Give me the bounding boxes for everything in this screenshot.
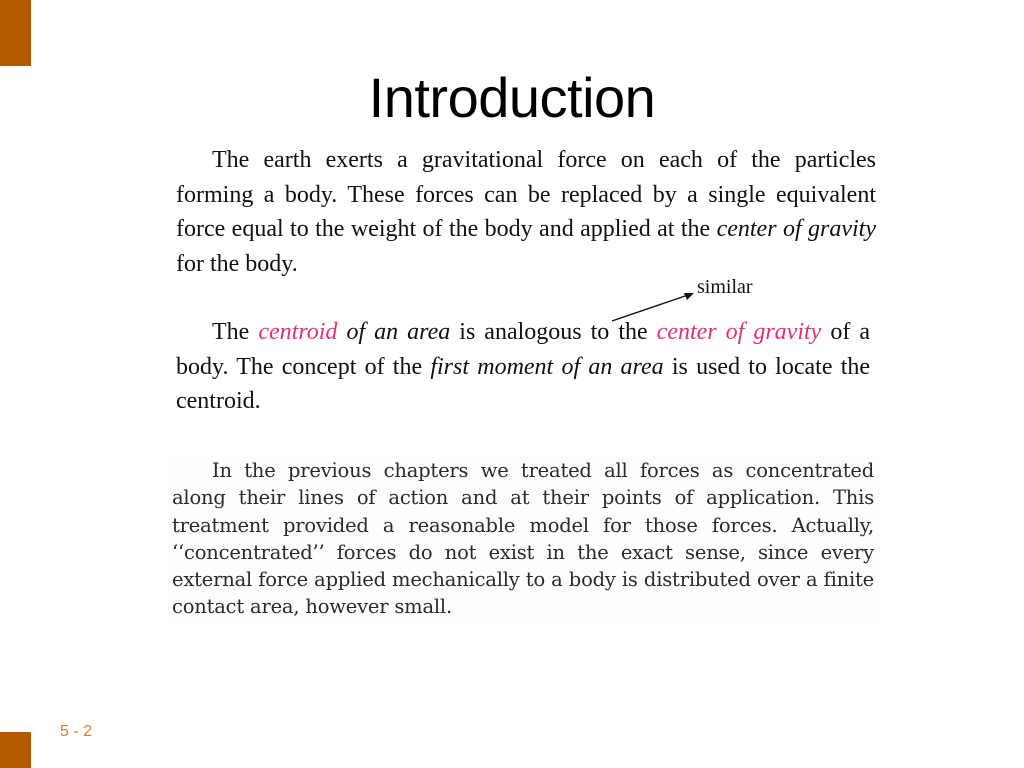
- paragraph-centroid-text-3: of a body. The concept of the: [176, 319, 871, 380]
- first-moment-term: first moment of an area: [430, 353, 664, 380]
- accent-bar-top: [0, 0, 31, 66]
- center-of-gravity-highlight: center of gravity: [656, 319, 822, 345]
- slide-title: Introduction: [368, 66, 656, 129]
- of-an-area-term: of an area: [337, 319, 451, 345]
- center-of-gravity-term: center of gravity: [716, 216, 876, 242]
- paragraph-centroid: [176, 315, 870, 419]
- paragraph-gravity: [176, 143, 876, 281]
- slide-number: 5 - 2: [60, 723, 93, 740]
- textbook-excerpt-image: In the previous chapters we treated all forces as concentrated along their lines of action and at their points of application. This treatment provided a reasonable model for those forces. Actually, ‘‘concentrated’’ forces do not exist in the exact sense, since every external force applied mechanically to a body is distributed over a finite contact area, however small.: [166, 455, 880, 625]
- similar-annotation: similar: [697, 276, 753, 298]
- accent-bar-bottom: [0, 732, 31, 768]
- paragraph-centroid-text-2: is analogous to the: [450, 319, 657, 345]
- paragraph-centroid-text: The: [212, 319, 259, 345]
- centroid-term: centroid: [258, 319, 338, 345]
- paragraph-gravity-text: The earth exerts a gravitational force on each of the particles forming a body. These forces can be replaced by a single equivalent force equal to the weight of the body and applied at the: [176, 147, 876, 242]
- paragraph-centroid-end: is used to locate the centroid.: [176, 353, 871, 414]
- paragraph-gravity-end: for the body.: [176, 250, 298, 277]
